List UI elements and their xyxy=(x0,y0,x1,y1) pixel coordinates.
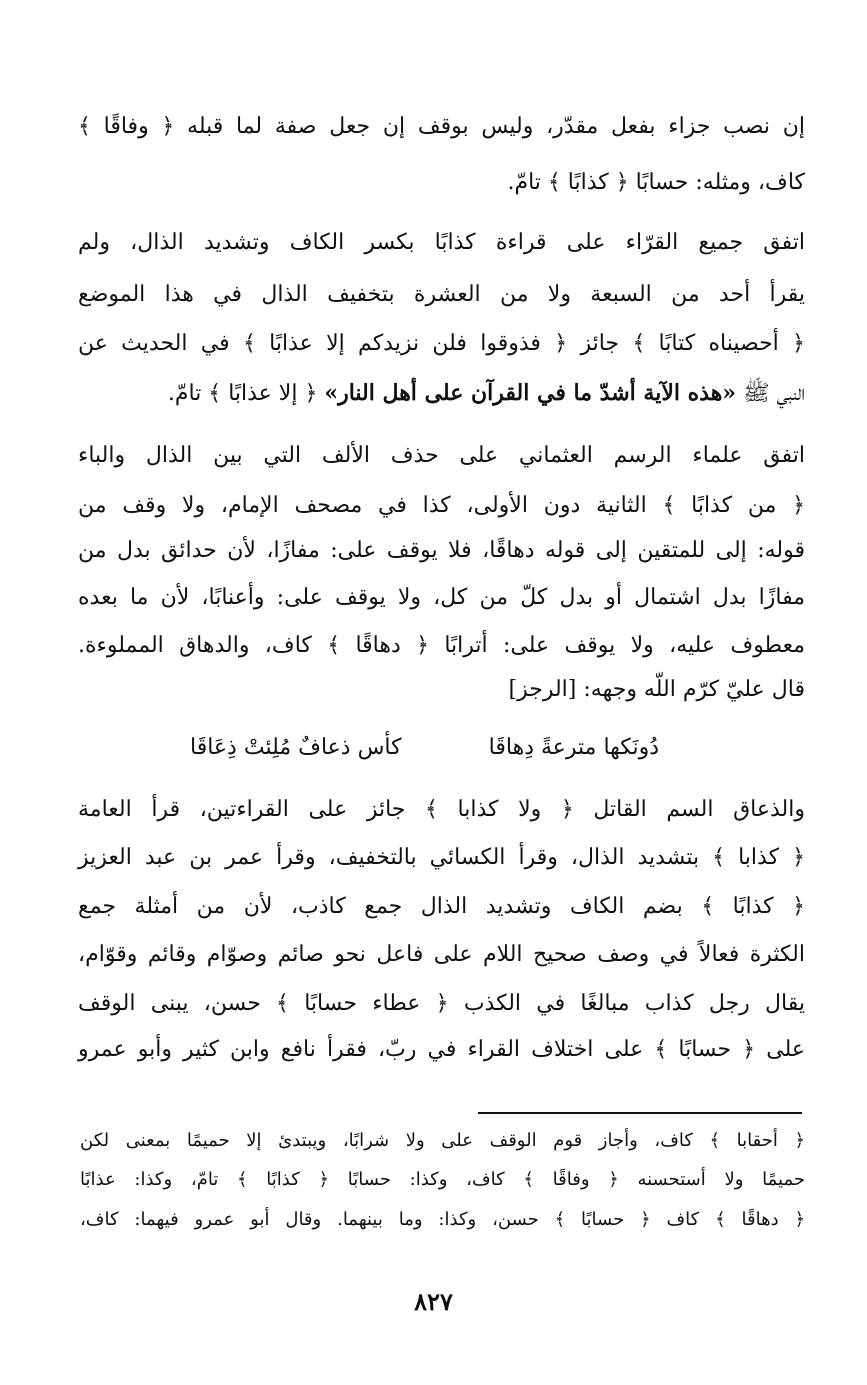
footnote-line: حميمًا ولا أستحسنه ﴿ وفاقًا ﴾ كاف، وكذا: حسابًا ﴿ كذابًا ﴾ تامّ، وكذا: عذابًا xyxy=(80,1169,805,1190)
body-line: على ﴿ حسابًا ﴾ على اختلاف القراء في ربّ، فقرأ نافع وابن كثير وأبو عمرو xyxy=(78,1037,805,1062)
footnote-separator xyxy=(478,1112,802,1114)
body-line: ﴿ كذابًا ﴾ بضم الكاف وتشديد الذال جمع كاذب، لأن من أمثلة جمع xyxy=(78,894,805,919)
body-line: والذعاق السم القاتل ﴿ ولا كذابا ﴾ جائز على القراءتين، قرأ العامة xyxy=(78,797,805,822)
body-line: اتفق علماء الرسم العثماني على حذف الألف التي بين الذال والباء xyxy=(78,443,805,468)
body-line: اتفق جميع القرّاء على قراءة كذابًا بكسر الكاف وتشديد الذال، ولم xyxy=(78,230,805,255)
verse-hemistich-right: دُونَكها مترعةً دِهاقَا xyxy=(488,735,659,760)
hadith-suffix: ﴿ إلا عذابًا ﴾ تامّ. xyxy=(167,381,318,406)
body-line: مفازًا بدل اشتمال أو بدل كلّ من كل، ولا يوقف على: وأعنابًا، لأن ما بعده xyxy=(78,585,805,610)
hadith-prefix: النبي ﷺ xyxy=(743,381,805,406)
body-line: قال عليّ كرّم اللّه وجهه: [الرجز] xyxy=(508,677,805,702)
footnote-line: ﴿ أحقابا ﴾ كاف، وأجاز قوم الوقف على ولا شرابًا، ويبتدئ إلا حميمًا بمعنى لكن xyxy=(80,1130,805,1151)
body-line: يقرأ أحد من السبعة ولا من العشرة بتخفيف الذال في هذا الموضع xyxy=(78,282,805,307)
body-line: الكثرة فعالاً في وصف صحيح اللام على فاعل نحو صائم وصوّام وقائم وقوّام، xyxy=(78,942,805,967)
body-line: ﴿ كذابا ﴾ بتشديد الذال، وقرأ الكسائي بالتخفيف، وقرأ عمر بن عبد العزيز xyxy=(78,845,805,870)
body-line: معطوف عليه، ولا يوقف على: أترابًا ﴿ دهاقًا ﴾ كاف، والدهاق المملوءة. xyxy=(78,633,805,658)
body-line: يقال رجل كذاب مبالغًا في الكذب ﴿ عطاء حسابًا ﴾ حسن، يبنى الوقف xyxy=(78,991,805,1016)
body-line: قوله: إلى للمتقين إلى قوله دهاقًا، فلا يوقف على: مفازًا، لأن حدائق بدل من xyxy=(78,538,805,563)
body-line: كاف، ومثله: حسابًا ﴿ كذابًا ﴾ تامّ. xyxy=(507,170,805,195)
footnote-line: ﴿ دهاقًا ﴾ كاف ﴿ حسابًا ﴾ حسن، وكذا: وما بينهما. وقال أبو عمرو فيهما: كاف، xyxy=(80,1209,805,1230)
body-line: ﴿ من كذابًا ﴾ الثانية دون الأولى، كذا في مصحف الإمام، ولا وقف من xyxy=(78,493,805,518)
verse-hemistich-left: كأس ذعافٌ مُلِئتْ ذِعَاقَا xyxy=(190,735,402,760)
page-number: ٨٢٧ xyxy=(414,1287,453,1316)
body-line: إن نصب جزاء بفعل مقدّر، وليس بوقف إن جعل صفة لما قبله ﴿ وفاقًا ﴾ xyxy=(78,114,805,139)
hadith-quote: «هذه الآية أشدّ ما في القرآن على أهل النار» xyxy=(324,380,737,406)
body-line: ﴿ أحصيناه كتابًا ﴾ جائز ﴿ فذوقوا فلن نزيدكم إلا عذابًا ﴾ في الحديث عن xyxy=(78,331,805,356)
hadith-line xyxy=(78,373,805,413)
